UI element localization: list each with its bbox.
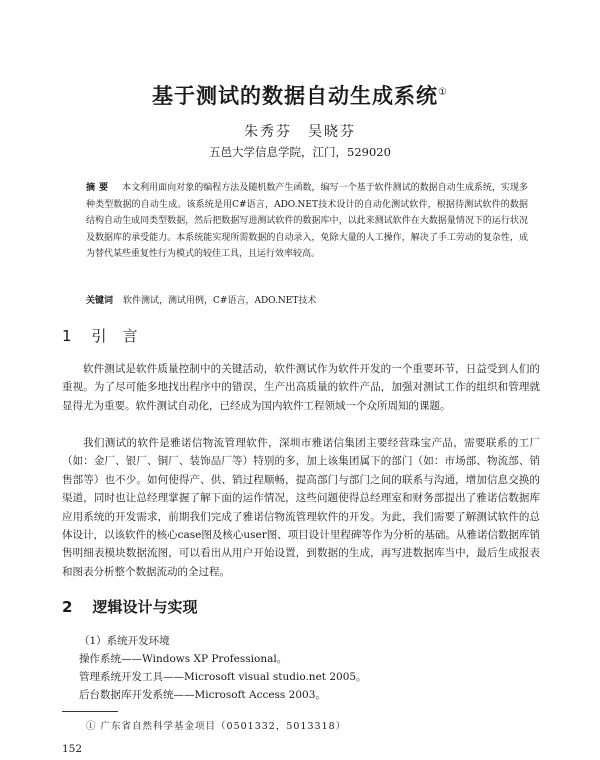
abstract-block [86, 180, 528, 263]
abstract-text: 本文利用面向对象的编程方法及随机数产生函数，编写一个基于软件测试的数据自动生成系统，实现多种类型数据的自动生成。该系统是用C#语言，ADO.NET技术设计的自动化测试软件，根据待测试软件的数据结构自动生成同类型数据，然后把数据写进测试软件的数据库中，以此来测试软件在大数据量情况下的运行状况及数据库的承受能力。本系统能实现所需数据的自动录入，免除大量的人工操作，解决了手工劳动的复杂性，成为替代某些重复性行为模式的较佳工具，且运行效率较高。 [86, 183, 528, 259]
paper-title [0, 80, 600, 110]
section-title: 逻辑设计与实现 [92, 598, 198, 616]
section-number: 1 [62, 327, 72, 345]
environment-line-database: 后台数据库开发系统——Microsoft Access 2003。 [79, 689, 326, 701]
environment-line-dev-tool: 管理系统开发工具——Microsoft visual studio.net 2005。 [79, 671, 367, 683]
subsection-heading: （1）系统开发环境 [79, 635, 170, 647]
footnote [86, 718, 346, 732]
section-heading-logic-design [62, 596, 197, 617]
footnote-text: 广东省自然科学基金项目（0501332，5013318） [100, 721, 347, 732]
page-number: 152 [62, 743, 83, 755]
keywords-label: 关键词 [86, 296, 114, 306]
keywords-text: 软件测试，测试用例，C#语言，ADO.NET技术 [123, 296, 317, 306]
section-number: 2 [62, 598, 73, 616]
environment-line-os: 操作系统——Windows XP Professional。 [79, 653, 288, 665]
paper-authors: 朱秀芬 吴晓芬 [244, 124, 356, 140]
footnote-divider [62, 711, 118, 712]
abstract-label: 摘要 [86, 183, 113, 193]
paragraph: 我们测试的软件是雅诺信物流管理软件，深圳市雅诺信集团主要经营珠宝产品，需要联系的工厂（如：金厂、银厂、铜厂、装饰品厂等）特别的多，加上该集团属下的部门（如：市场部、物流部、销售部等）也不少。如何使得产、供、销过程顺畅，提高部门与部门之间的联系与沟通，增加信息交换的渠道，同时也让总经理掌握了解下面的运作情况，这些问题使得总经理室和财务部提出了雅诺信数据库应用系统的开发需求，前期我们完成了雅诺信物流管理软件的开发。为此，我们需要了解测试软件的总体设计，以该软件的核心case图及核心user图、项目设计里程碑等作为分析的基础。从雅诺信数据库销售明细表模块数据流图，可以看出从用户开始设置，到数据的生成，再写进数据库当中，最后生成报表和图表分析整个数据流动的全过程。 [62, 437, 540, 578]
paragraph: 软件测试是软件质量控制中的关键活动，软件测试作为软件开发的一个重要环节，日益受到人们的重视。为了尽可能多地找出程序中的错误，生产出高质量的软件产品，加强对测试工作的组织和管理就显得尤为重要。软件测试自动化，已经成为国内软件工程领域一个众所周知的课题。 [62, 363, 540, 412]
paper-title-text: 基于测试的数据自动生成系统 [152, 84, 439, 108]
keywords-block [86, 293, 528, 306]
footnote-mark: ① [86, 721, 97, 732]
section-heading-introduction [62, 325, 154, 346]
section-title: 引言 [91, 327, 154, 345]
paper-affiliation: 五邑大学信息学院，江门，529020 [209, 145, 391, 159]
title-footnote-mark: ① [438, 87, 448, 98]
